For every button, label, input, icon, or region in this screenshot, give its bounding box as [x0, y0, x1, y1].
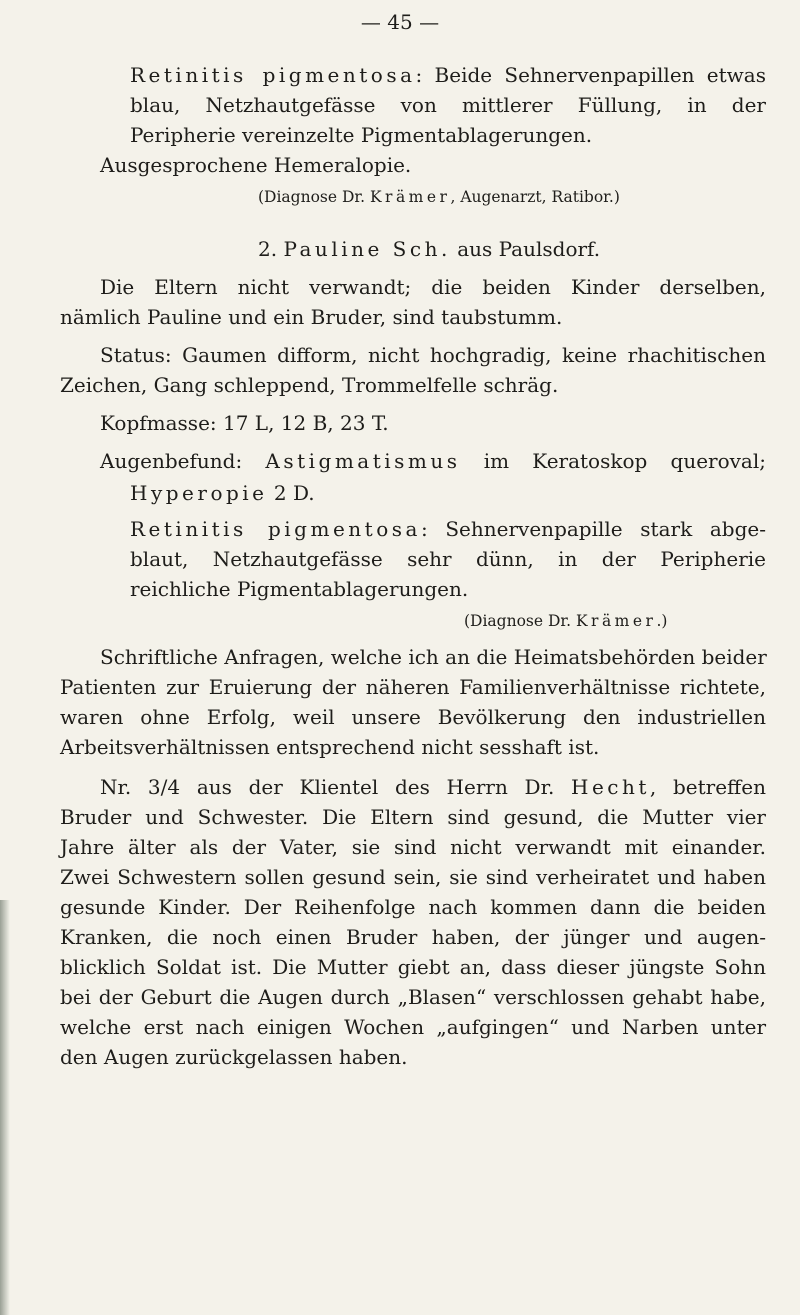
anfragen-line-3: waren ohne Erfolg, weil unsere Bevölkerung den industriellen [60, 705, 766, 729]
kopfmasse-line: Kopfmasse: 17 L, 12 B, 23 T. [100, 411, 389, 435]
retinitis-line-2: blaut, Netzhautgefässe sehr dünn, in der Peripherie [130, 547, 766, 571]
anfragen-line-4: Arbeitsverhältnissen entsprechend nicht sesshaft ist. [60, 735, 600, 759]
block1-line-1: Retinitis pigmentosa: Beide Sehnervenpapillen etwas [130, 63, 766, 87]
block1-line-2: blau, Netzhautgefässe von mittlerer Füllung, in der [130, 93, 766, 117]
page-edge-shadow [0, 900, 10, 1315]
case-2-diagnosis: (Diagnose Dr. Krämer.) [464, 612, 668, 630]
nr-line-1: Nr. 3/4 aus der Klientel des Herrn Dr. Hecht, betreffen [100, 775, 766, 799]
status-line-1: Status: Gaumen difform, nicht hochgradig, keine rhachitischen [100, 343, 766, 367]
block1-line-3: Peripherie vereinzelte Pigmentablagerungen. [130, 123, 593, 147]
nr-line-2: Bruder und Schwester. Die Eltern sind gesund, die Mutter vier [60, 805, 766, 829]
nr-line-8: bei der Geburt die Augen durch „Blasen“ verschlossen gehabt habe, [60, 985, 766, 1009]
nr-line-5: gesunde Kinder. Der Reihenfolge nach kommen dann die beiden [60, 895, 766, 919]
case-2-para-1-line-1: Die Eltern nicht verwandt; die beiden Kinder derselben, [100, 275, 766, 299]
term-hyperopie: Hyperopie [130, 481, 268, 505]
term-retinitis: Retinitis pigmentosa [130, 63, 416, 87]
hyperopie-line: Hyperopie 2 D. [130, 481, 315, 505]
page-number: — 45 — [360, 10, 440, 34]
retinitis-line-1: Retinitis pigmentosa: Sehnervenpapille stark abge- [130, 517, 767, 541]
name-hecht: Hecht [571, 775, 650, 799]
retinitis-line-3: reichliche Pigmentablagerungen. [130, 577, 469, 601]
term-retinitis-2: Retinitis pigmentosa [130, 517, 421, 541]
nr-line-6: Kranken, die noch einen Bruder haben, der jünger und augen- [60, 925, 766, 949]
anfragen-line-1: Schriftliche Anfragen, welche ich an die Heimatsbehörden beider [100, 645, 767, 669]
nr-line-7: blicklich Soldat ist. Die Mutter giebt an, dass dieser jüngste Sohn [60, 955, 766, 979]
anfragen-line-2: Patienten zur Eruierung der näheren Familienverhältnisse richtete, [60, 675, 766, 699]
term-astigmatismus: Astigmatismus [265, 449, 461, 473]
case-2-heading: 2. Pauline Sch. aus Paulsdorf. [258, 237, 601, 261]
nr-line-10: den Augen zurückgelassen haben. [60, 1045, 408, 1069]
nr-line-9: welche erst nach einigen Wochen „aufgingen“ und Narben unter [60, 1015, 766, 1039]
augenbefund-line: Augenbefund: Astigmatismus im Keratoskop queroval; [100, 449, 766, 473]
block1-diagnosis: (Diagnose Dr. Krämer, Augenarzt, Ratibor.) [258, 188, 620, 206]
nr-line-3: Jahre älter als der Vater, sie sind nicht verwandt mit einander. [60, 835, 766, 859]
status-line-2: Zeichen, Gang schleppend, Trommelfelle schräg. [60, 373, 559, 397]
case-2-para-1-line-2: nämlich Pauline und ein Bruder, sind taubstumm. [60, 305, 563, 329]
nr-line-4: Zwei Schwestern sollen gesund sein, sie sind verheiratet und haben [60, 865, 766, 889]
block1-line-4: Ausgesprochene Hemeralopie. [100, 153, 412, 177]
